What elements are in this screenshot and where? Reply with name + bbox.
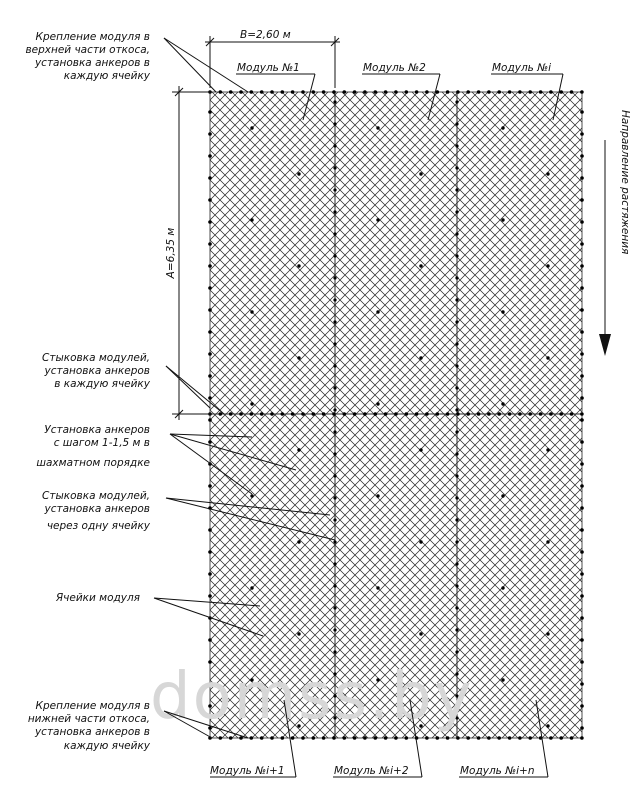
note-line: с шагом 1-1,5 м в [53,437,150,449]
anchor-dot [322,90,326,94]
anchor-dot [363,90,367,94]
anchor-dot [446,736,450,740]
anchor-dot [580,550,584,554]
anchor-dot [332,412,336,416]
anchor-dot [312,90,316,94]
module-label-in: Модуль №i+n [460,765,535,777]
note-line: установка анкеров [44,365,150,377]
note-line: Ячейки модуля [55,592,140,604]
anchor-dot [376,402,379,405]
anchor-dot [208,308,212,312]
anchor-dot [455,342,458,345]
anchor-dot [208,440,212,444]
anchor-dot [455,320,458,323]
anchor-dot [580,704,584,708]
anchor-dot [208,264,212,268]
anchor-dot [208,242,212,246]
anchor-dot [580,242,584,246]
anchor-dot [501,402,504,405]
anchor-dot [297,172,300,175]
anchor-dot [497,736,501,740]
anchor-dot [208,286,212,290]
anchor-dot [333,342,336,345]
anchor-dot [333,540,336,543]
anchor-dot [546,356,549,359]
anchor-dot [455,430,458,433]
anchor-dot [250,90,254,94]
width-label: B=2,60 м [240,29,291,41]
anchor-dot [455,254,458,257]
anchor-dot [239,90,243,94]
anchor-dot [270,90,274,94]
anchor-dot [333,232,336,235]
anchor-dot [333,166,336,169]
anchor-dot [436,736,440,740]
anchor-dot [260,412,264,416]
anchor-dot [208,396,212,400]
anchor-dot [570,90,574,94]
anchor-dot [425,736,429,740]
anchor-dot [219,736,223,740]
anchor-dot [250,402,253,405]
anchor-dot [580,176,584,180]
anchor-dot [376,586,379,589]
anchor-dot [291,736,295,740]
anchor-dot [250,310,253,313]
anchor-dot [333,188,336,191]
anchor-dot [405,412,409,416]
anchor-dot [580,412,584,416]
anchor-dot [455,166,458,169]
anchor-dot [456,90,460,94]
anchor-dot [477,736,481,740]
anchor-dot [419,632,422,635]
anchor-dot [580,90,584,94]
anchor-dot [425,412,429,416]
anchor-dot [353,736,357,740]
module-label-i1: Модуль №i+1 [210,765,285,777]
anchor-dot [208,176,212,180]
anchor-dot [405,90,409,94]
anchor-dot [455,122,458,125]
anchor-dot [455,408,458,411]
note-line: Крепление модуля в [35,31,150,43]
direction-label: Направление растяжения [619,110,631,255]
anchor-dot [208,374,212,378]
anchor-dot [466,736,470,740]
anchor-dot [487,736,491,740]
anchor-dot [455,496,458,499]
anchor-dot [250,218,253,221]
anchor-dot [297,264,300,267]
module-panel-in [457,414,582,738]
anchor-dot [333,430,336,433]
anchor-dot [455,606,458,609]
anchor-dot [487,412,491,416]
anchor-dot [281,90,285,94]
module-panel-1 [210,92,335,414]
anchor-dot [260,90,264,94]
anchor-dot [333,452,336,455]
anchor-dot [477,90,481,94]
anchor-dot [455,144,458,147]
anchor-dot [518,736,522,740]
anchor-dot [301,736,305,740]
anchor-dot [219,412,223,416]
anchor-dot [301,412,305,416]
anchor-dot [508,736,512,740]
anchor-dot [518,412,522,416]
anchor-dot [580,736,584,740]
anchor-dot [580,308,584,312]
module-label-i2: Модуль №i+2 [334,765,409,777]
anchor-dot [333,100,336,103]
anchor-dot [250,494,253,497]
anchor-dot [239,736,243,740]
anchor-dot [376,310,379,313]
anchor-dot [229,736,233,740]
width-dimension [205,29,340,88]
anchor-dot [455,650,458,653]
anchor-dot [580,286,584,290]
anchor-dot [208,110,212,114]
anchor-dot [455,188,458,191]
height-label: A=6,35 м [165,227,177,279]
anchor-dot [297,540,300,543]
anchor-dot [446,90,450,94]
module-label-2: Модуль №2 [363,62,426,74]
module-panel-i [457,92,582,414]
anchor-dot [333,276,336,279]
anchor-dot [333,584,336,587]
anchor-dot [455,584,458,587]
note-line: Стыковка модулей, [42,352,150,364]
anchor-dot [333,606,336,609]
anchor-dot [250,126,253,129]
anchor-dot [363,736,367,740]
anchor-dot [343,412,347,416]
anchor-dot [455,232,458,235]
anchor-dot [580,154,584,158]
anchor-dot [281,736,285,740]
anchor-dot [343,90,347,94]
anchor-dot [333,298,336,301]
anchor-dot [419,264,422,267]
anchor-dot [580,726,584,730]
anchor-dot [394,736,398,740]
anchor-dot [455,628,458,631]
anchor-dot [546,448,549,451]
anchor-dot [208,352,212,356]
note-line: шахматном порядке [36,457,150,469]
anchor-dot [549,412,553,416]
anchor-dot [528,412,532,416]
anchor-dot [353,90,357,94]
anchor-dot [333,518,336,521]
anchor-dot [546,172,549,175]
anchor-dot [546,724,549,727]
anchor-dot [546,264,549,267]
anchor-dot [419,172,422,175]
anchor-dot [333,364,336,367]
anchor-dot [333,628,336,631]
anchor-dot [549,736,553,740]
anchor-dot [291,90,295,94]
anchor-dot [376,218,379,221]
anchor-dot [419,448,422,451]
anchor-dot [455,210,458,213]
anchor-dot [528,736,532,740]
anchor-dot [549,90,553,94]
anchor-dot [208,154,212,158]
anchor-dot [333,496,336,499]
anchor-dot [580,660,584,664]
anchor-dot [580,506,584,510]
anchor-dot [208,220,212,224]
anchor-dot [466,412,470,416]
anchor-dot [580,484,584,488]
anchor-dot [229,90,233,94]
anchor-dot [322,736,326,740]
anchor-dot [501,494,504,497]
anchor-dot [312,412,316,416]
anchor-dot [455,386,458,389]
anchor-dot [374,90,378,94]
anchor-dot [546,632,549,635]
note-line: установка анкеров в [34,726,150,738]
anchor-dot [477,412,481,416]
anchor-dot [559,412,563,416]
anchor-dot [270,736,274,740]
anchor-dot [580,132,584,136]
note-line: верхней части откоса, [25,44,150,56]
anchor-dot [455,276,458,279]
anchor-dot [570,736,574,740]
anchor-dot [208,594,212,598]
anchor-dot [208,572,212,576]
anchor-dot [497,412,501,416]
anchor-dot [580,198,584,202]
anchor-dot [333,650,336,653]
anchor-dot [291,412,295,416]
anchor-dot [466,90,470,94]
direction-indicator [599,110,631,356]
anchor-dot [580,528,584,532]
anchor-dot [208,550,212,554]
anchor-dot [455,100,458,103]
anchor-dot [455,562,458,565]
anchor-dot [281,412,285,416]
anchor-dot [297,448,300,451]
anchor-dot [425,90,429,94]
note-line: установка анкеров [44,503,150,515]
arrow-down-icon [599,334,611,356]
anchor-dot [363,412,367,416]
anchor-dot [208,330,212,334]
anchor-dot [270,412,274,416]
anchor-dot [405,736,409,740]
anchor-dot [376,126,379,129]
anchor-dot [419,540,422,543]
note-line: установка анкеров в [34,57,150,69]
anchor-dot [333,474,336,477]
anchor-dot [343,736,347,740]
anchor-dot [419,356,422,359]
anchor-dot [394,412,398,416]
anchor-dot [250,586,253,589]
anchor-dot [559,90,563,94]
note-line: каждую ячейку [63,70,150,82]
anchor-dot [384,736,388,740]
anchor-dot [374,736,378,740]
anchor-dot [333,386,336,389]
anchor-dot [487,90,491,94]
anchor-dot [580,572,584,576]
anchor-dot [455,364,458,367]
anchor-dot [456,736,460,740]
anchor-dot [297,632,300,635]
anchor-dot [415,412,419,416]
anchor-dot [297,356,300,359]
anchor-dot [580,220,584,224]
note-joint-each-cell [42,352,224,414]
anchor-dot [455,540,458,543]
anchor-dot [219,90,223,94]
anchor-dot [260,736,264,740]
anchor-dot [559,736,563,740]
anchor-dot [208,484,212,488]
anchor-dot [384,90,388,94]
module-label-1: Модуль №1 [237,62,300,74]
anchor-dot [332,736,336,740]
anchor-dot [580,616,584,620]
anchor-dot [580,374,584,378]
module-panel-2 [335,92,457,414]
anchor-dot [580,418,584,422]
anchor-dot [539,412,543,416]
anchor-dot [501,678,504,681]
anchor-dot [497,90,501,94]
anchor-dot [580,110,584,114]
anchor-dot [528,90,532,94]
anchor-dot [415,90,419,94]
note-line: нижней части откоса, [27,713,150,725]
anchor-dot [539,90,543,94]
anchor-dot [333,144,336,147]
anchor-dot [580,638,584,642]
anchor-dot [208,132,212,136]
anchor-dot [239,412,243,416]
anchor-dot [580,594,584,598]
anchor-dot [455,298,458,301]
anchor-dot [580,462,584,466]
anchor-dot [508,412,512,416]
note-top-fastening [25,31,248,92]
anchor-dot [456,412,460,416]
anchor-dot [333,408,336,411]
anchor-dot [384,412,388,416]
anchor-dot [436,412,440,416]
anchor-dot [501,586,504,589]
anchor-dot [501,126,504,129]
anchor-dot [301,90,305,94]
anchor-dot [208,528,212,532]
anchor-dot [570,412,574,416]
anchor-dot [208,198,212,202]
anchor-dot [455,452,458,455]
anchor-dot [250,736,254,740]
anchor-dot [250,412,254,416]
anchor-dot [580,396,584,400]
note-line: каждую ячейку [63,740,150,752]
anchor-dot [580,330,584,334]
height-dimension [165,86,212,420]
note-line: Крепление модуля в [35,700,150,712]
anchor-dot [208,638,212,642]
anchor-dot [333,320,336,323]
anchor-dot [312,736,316,740]
anchor-dot [353,412,357,416]
anchor-dot [322,412,326,416]
anchor-dot [333,210,336,213]
anchor-dot [501,218,504,221]
note-line: через одну ячейку [46,520,150,532]
anchor-dot [580,264,584,268]
note-line: в каждую ячейку [54,378,150,390]
note-line: Стыковка модулей, [42,490,150,502]
anchor-dot [394,90,398,94]
anchor-dot [580,352,584,356]
module-label-i: Модуль №i [492,62,552,74]
anchor-dot [580,440,584,444]
anchor-dot [333,122,336,125]
watermark: domss.by [150,660,474,734]
anchor-dot [374,412,378,416]
anchor-dot [208,418,212,422]
anchor-dot [455,518,458,521]
anchor-dot [229,412,233,416]
anchor-dot [333,562,336,565]
anchor-dot [446,412,450,416]
anchor-dot [376,494,379,497]
anchor-dot [332,90,336,94]
anchor-dot [501,310,504,313]
anchor-dot [333,254,336,257]
anchor-dot [518,90,522,94]
anchor-dot [455,474,458,477]
anchor-dot [580,682,584,686]
anchor-dot [508,90,512,94]
anchor-dot [546,540,549,543]
note-line: Установка анкеров [44,424,150,436]
